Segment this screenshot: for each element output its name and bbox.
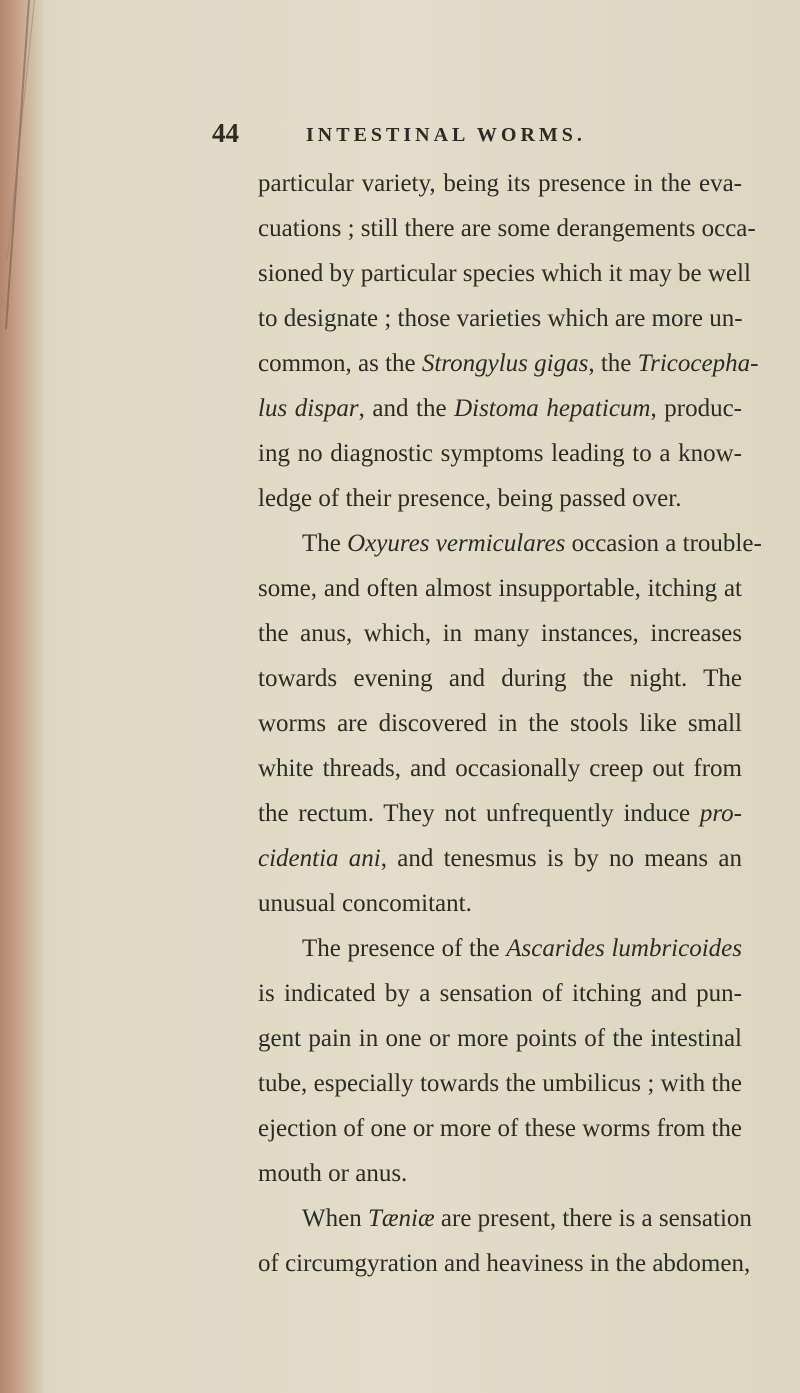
text-line-23: mouth or anus. <box>258 1160 408 1187</box>
page-number: 44 <box>212 118 239 148</box>
text-line-8: ledge of their presence, being passed over. <box>258 485 682 512</box>
text-line-3: sioned by particular species which it may be well <box>258 260 751 287</box>
text-line-6: lus dispar, and the Distoma hepaticum, produc- <box>258 395 742 422</box>
text-line-17: unusual concomitant. <box>258 890 472 917</box>
text-line-24: When Tæniæ are present, there is a sensation <box>302 1205 752 1232</box>
text-line-2: cuations ; still there are some derangements occa- <box>258 215 756 242</box>
text-line-9: The Oxyures vermiculares occasion a trouble- <box>302 530 762 557</box>
text-line-11: the anus, which, in many instances, increases <box>258 620 742 647</box>
text-line-4: to designate ; those varieties which are more un- <box>258 305 743 332</box>
text-line-1: particular variety, being its presence in the eva- <box>258 170 742 197</box>
text-line-12: towards evening and during the night. The <box>258 665 742 692</box>
text-line-22: ejection of one or more of these worms from the <box>258 1115 742 1142</box>
text-line-7: ing no diagnostic symptoms leading to a know- <box>258 440 742 467</box>
text-line-13: worms are discovered in the stools like small <box>258 710 742 737</box>
text-line-15: the rectum. They not unfrequently induce pro- <box>258 800 742 827</box>
text-line-14: white threads, and occasionally creep out from <box>258 755 742 782</box>
text-line-16: cidentia ani, and tenesmus is by no means an <box>258 845 742 872</box>
running-head: INTESTINAL WORMS. <box>306 124 586 146</box>
text-line-25: of circumgyration and heaviness in the abdomen, <box>258 1250 751 1277</box>
text-line-18: The presence of the Ascarides lumbricoides <box>302 935 742 962</box>
text-line-19: is indicated by a sensation of itching and pun- <box>258 980 742 1007</box>
text-line-20: gent pain in one or more points of the intestinal <box>258 1025 742 1052</box>
text-line-5: common, as the Strongylus gigas, the Tricocepha- <box>258 350 759 377</box>
page-binding-shadow <box>0 0 44 1393</box>
text-line-10: some, and often almost insupportable, itching at <box>258 575 742 602</box>
text-line-21: tube, especially towards the umbilicus ; with the <box>258 1070 742 1097</box>
page-header <box>212 118 732 158</box>
